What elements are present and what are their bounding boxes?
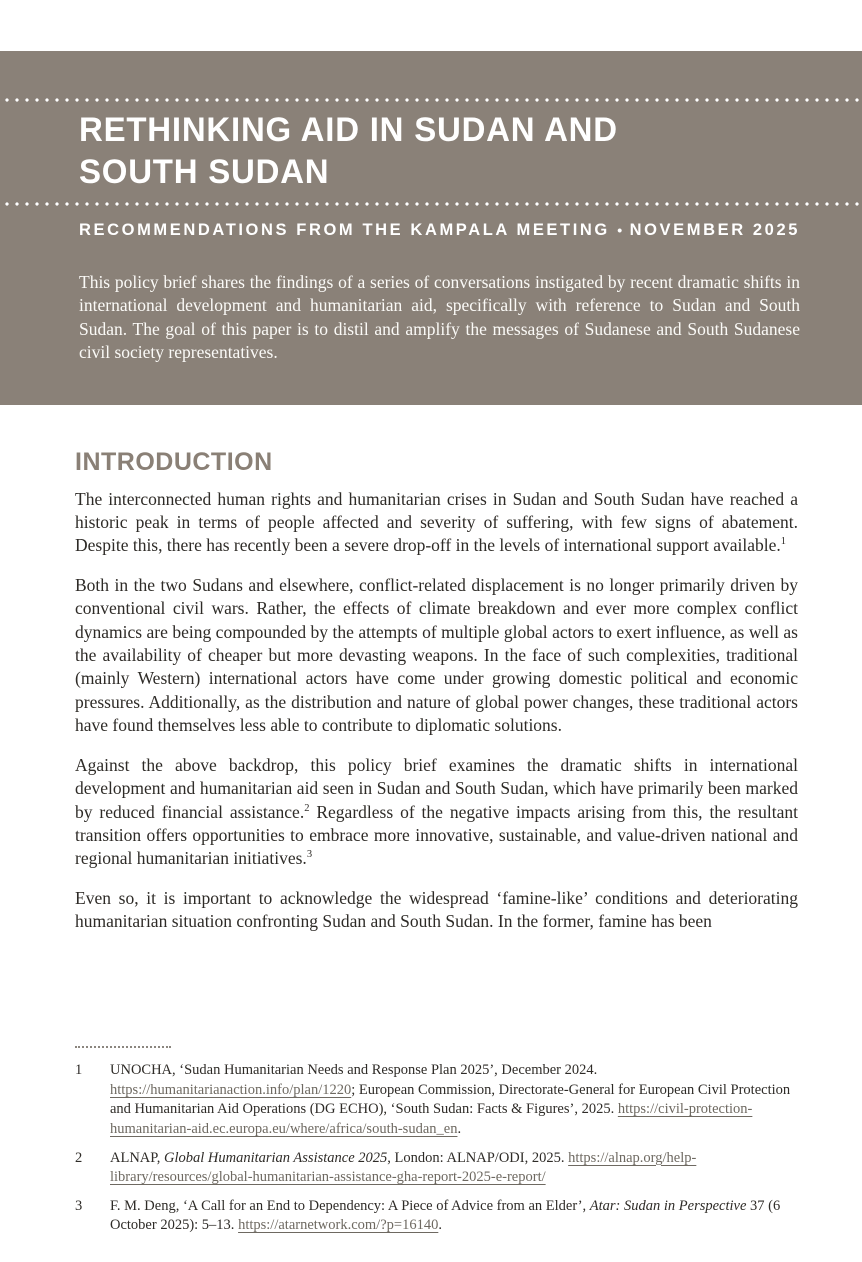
bullet-separator: •	[617, 222, 623, 238]
header-band	[0, 51, 862, 405]
text-run: .	[457, 1121, 462, 1138]
body-paragraph-2	[75, 574, 798, 738]
text-run: Even so, it is important to acknowledge the widespread ‘famine-like’ conditions and deteriorating humanitarian situation confronting Sudan and South Sudan. In the former, famine has been	[75, 887, 798, 932]
footnote-link[interactable]: https://alnap.org/help-library/resources/global-humanitarian-assistance-gha-report-2025-e-report/	[110, 1149, 697, 1186]
main-content	[0, 405, 862, 950]
footnote-3	[75, 1197, 798, 1236]
abstract-paragraph: This policy brief shares the findings of a series of conversations instigated by recent dramatic shifts in international development and humanitarian aid, specifically with reference to Sudan and South Sudan. The goal of this paper is to distil and amplify the messages of Sudanese and South Sudanese civil society representatives.	[79, 272, 800, 363]
subtitle-text: RECOMMENDATIONS FROM THE KAMPALA MEETING	[79, 221, 610, 239]
footnote-number: 3	[75, 1197, 83, 1214]
subtitle-row	[79, 221, 800, 240]
body-paragraph-4	[75, 887, 798, 934]
footnote-1	[75, 1061, 798, 1139]
text-run: , London: ALNAP/ODI, 2025.	[387, 1149, 569, 1166]
text-run: The interconnected human rights and humanitarian crises in Sudan and South Sudan have reached a historic peak in terms of people affected and severity of suffering, with few signs of abatement. Despite this, there has recently been a severe drop-off in the levels of international support available.	[75, 488, 798, 556]
text-run: 37 (6 October 2025): 5–13.	[110, 1197, 781, 1234]
text-run: UNOCHA, ‘Sudan Humanitarian Needs and Response Plan 2025’, December 2024.	[110, 1062, 598, 1079]
text-run: Both in the two Sudans and elsewhere, conflict-related displacement is no longer primarily driven by conventional civil wars. Rather, the effects of climate breakdown and ever more complex conflict dynamics are being compounded by the attempts of multiple global actors to exert influence, as well as the availability of cheaper but more devasting weapons. In the face of such complexities, traditional (mainly Western) international actors have come under growing domestic political and economic pressures. Additionally, as the distribution and nature of global power changes, these traditional actors have found themselves less able to contribute to diplomatic solutions.	[75, 574, 798, 736]
body-paragraph-1	[75, 488, 798, 558]
text-run: .	[438, 1217, 442, 1234]
text-run: F. M. Deng, ‘A Call for an End to Dependency: A Piece of Advice from an Elder’,	[110, 1197, 590, 1214]
footnote-ref[interactable]: 2	[304, 802, 310, 814]
footnote-text	[110, 1061, 798, 1139]
page-top-margin	[0, 0, 862, 51]
italic-title: Global Humanitarian Assistance 2025	[163, 1149, 388, 1166]
text-run: Regardless of the negative impacts arising from this, the resultant transition offers opportunities to embrace more innovative, sustainable, and value-driven national and regional humanitarian initiatives.	[75, 801, 798, 869]
footnote-2	[75, 1149, 798, 1188]
footnote-number: 2	[75, 1149, 83, 1166]
text-run: ALNAP,	[110, 1149, 164, 1166]
text-run: Against the above backdrop, this policy brief examines the dramatic shifts in international development and humanitarian aid seen in Sudan and South Sudan, which have primarily been marked by reduced financial assistance.	[75, 754, 798, 822]
text-run: ; European Commission, Directorate-General for European Civil Protection and Humanitarian Aid Operations (DG ECHO), ‘South Sudan: Facts & Figures’, 2025.	[110, 1081, 791, 1118]
subtitle-date: NOVEMBER 2025	[629, 221, 800, 239]
footnote-text	[110, 1197, 798, 1236]
page-title-line-1: RETHINKING AID IN SUDAN AND	[79, 111, 618, 149]
footnote-link[interactable]: https://civil-protection-humanitarian-aid.ec.europa.eu/where/africa/south-sudan_en	[110, 1101, 753, 1138]
footnote-link[interactable]: https://humanitarianaction.info/plan/1220	[110, 1081, 352, 1098]
footnote-number: 1	[75, 1062, 83, 1079]
footnotes-section	[0, 1046, 862, 1262]
page-title	[79, 109, 800, 193]
page-title-line-2: SOUTH SUDAN	[79, 153, 330, 191]
footnote-separator	[75, 1046, 171, 1048]
body-paragraph-3	[75, 754, 798, 871]
footnote-ref[interactable]: 3	[306, 849, 313, 861]
dotted-divider-bottom	[0, 202, 862, 206]
footnote-link[interactable]: https://atarnetwork.com/?p=16140	[238, 1217, 439, 1234]
footnote-ref[interactable]: 1	[780, 536, 786, 548]
introduction-heading: INTRODUCTION	[75, 447, 273, 476]
italic-title: Atar: Sudan in Perspective	[589, 1197, 747, 1214]
dotted-divider-top	[0, 98, 862, 102]
footnote-text	[110, 1149, 798, 1188]
